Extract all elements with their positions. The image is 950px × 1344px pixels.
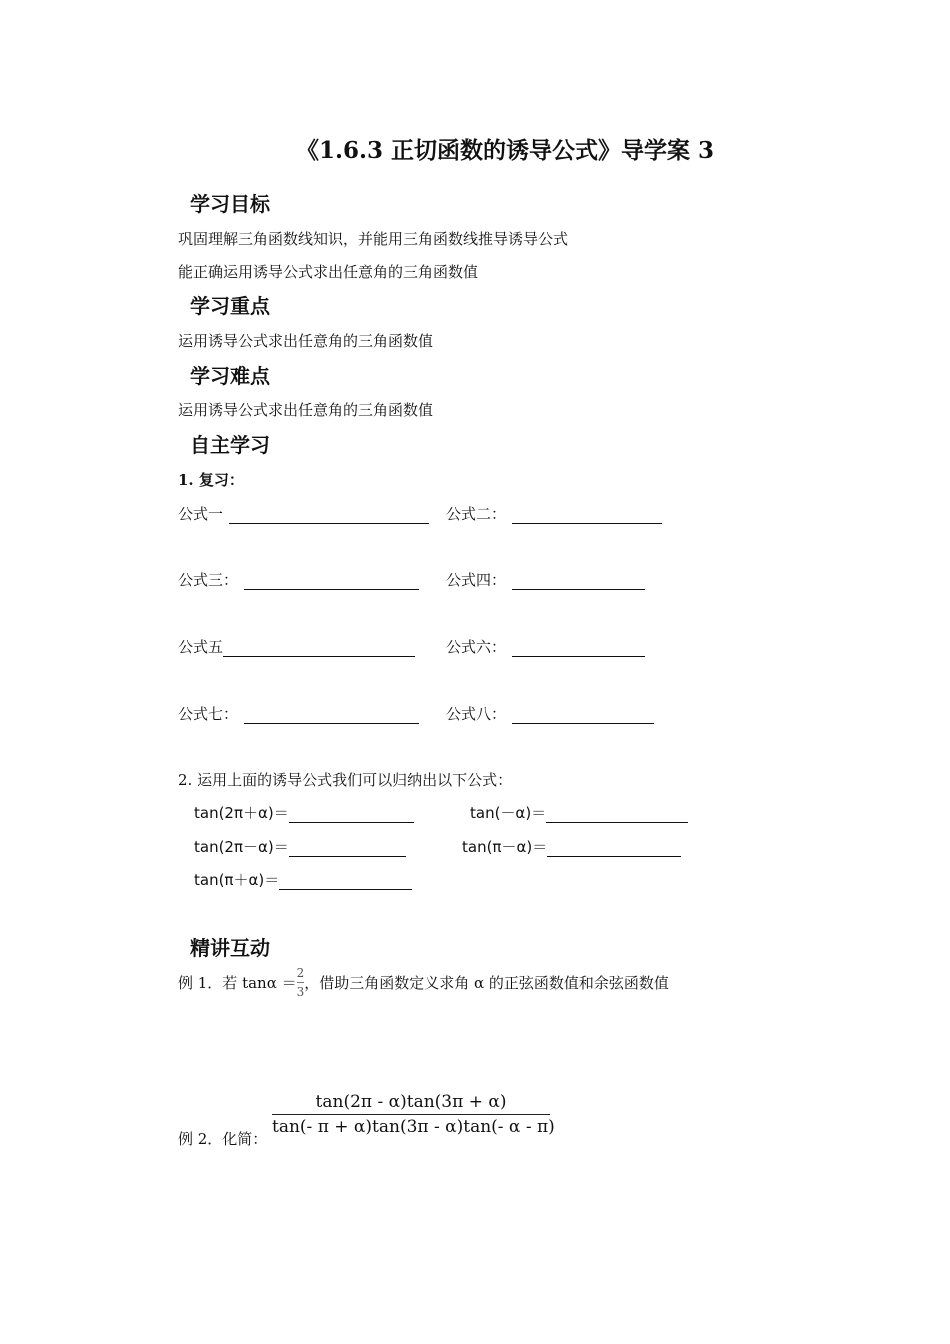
blank-line[interactable] [512,507,662,524]
blank-line[interactable] [244,707,419,724]
summary-label: 2. 运用上面的诱导公式我们可以归纳出以下公式： [178,771,513,789]
goal-2: 能正确运用诱导公式求出任意角的三角函数值 [178,263,479,281]
formula-6: 公式六： [446,636,645,657]
tan-item-4: tan(π－α)＝ [462,836,681,857]
fraction-bar [272,1114,550,1115]
blank-line[interactable] [547,840,681,857]
self-study-heading: 自主学习 [190,433,270,457]
review-label: 1. 复习： [178,471,244,489]
formula-3: 公式三： [178,569,419,590]
example-2-fraction [272,1092,555,1137]
difficulty-heading: 学习难点 [190,364,270,388]
tan-item-3: tan(2π－α)＝ [194,836,406,857]
difficulty-text: 运用诱导公式求出任意角的三角函数值 [178,401,434,419]
fraction-denominator: tan(- π + α)tan(3π - α)tan(- α - π) [272,1117,555,1137]
blank-line[interactable] [512,573,645,590]
blank-line[interactable] [223,640,415,657]
blank-line[interactable] [244,573,419,590]
page-title: 《1.6.3 正切函数的诱导公式》导学案 3 [295,137,715,164]
blank-line[interactable] [512,640,645,657]
formula-7: 公式七： [178,703,419,724]
tan-item-5: tan(π＋α)＝ [194,869,412,890]
fraction-numerator: tan(2π - α)tan(3π + α) [315,1092,507,1112]
goal-1: 巩固理解三角函数线知识，并能用三角函数线推导诱导公式 [178,230,569,248]
blank-line[interactable] [289,806,414,823]
interact-heading: 精讲互动 [190,936,270,960]
tan-item-1: tan(2π＋α)＝ [194,802,414,823]
example-1: 例 1．若 tanα ＝ $\frac{2}{3}$ ，借助三角函数定义求角 α 的正弦函数值和余弦函数值 [178,966,669,999]
key-text: 运用诱导公式求出任意角的三角函数值 [178,332,434,350]
formula-5: 公式五 [178,636,415,657]
formula-2: 公式二： [446,503,662,524]
tan-item-2: tan(－α)＝ [470,802,688,823]
blank-line[interactable] [546,806,688,823]
blank-line[interactable] [512,707,654,724]
formula-8: 公式八： [446,703,654,724]
blank-line[interactable] [229,507,429,524]
key-heading: 学习重点 [190,294,270,318]
formula-4: 公式四： [446,569,645,590]
formula-1: 公式一 [178,503,429,524]
fraction-two-thirds: $\frac{2}{3}$ [296,966,305,999]
blank-line[interactable] [279,873,412,890]
blank-line[interactable] [289,840,406,857]
example-2-label: 例 2．化简： [178,1130,268,1148]
goals-heading: 学习目标 [190,192,270,216]
